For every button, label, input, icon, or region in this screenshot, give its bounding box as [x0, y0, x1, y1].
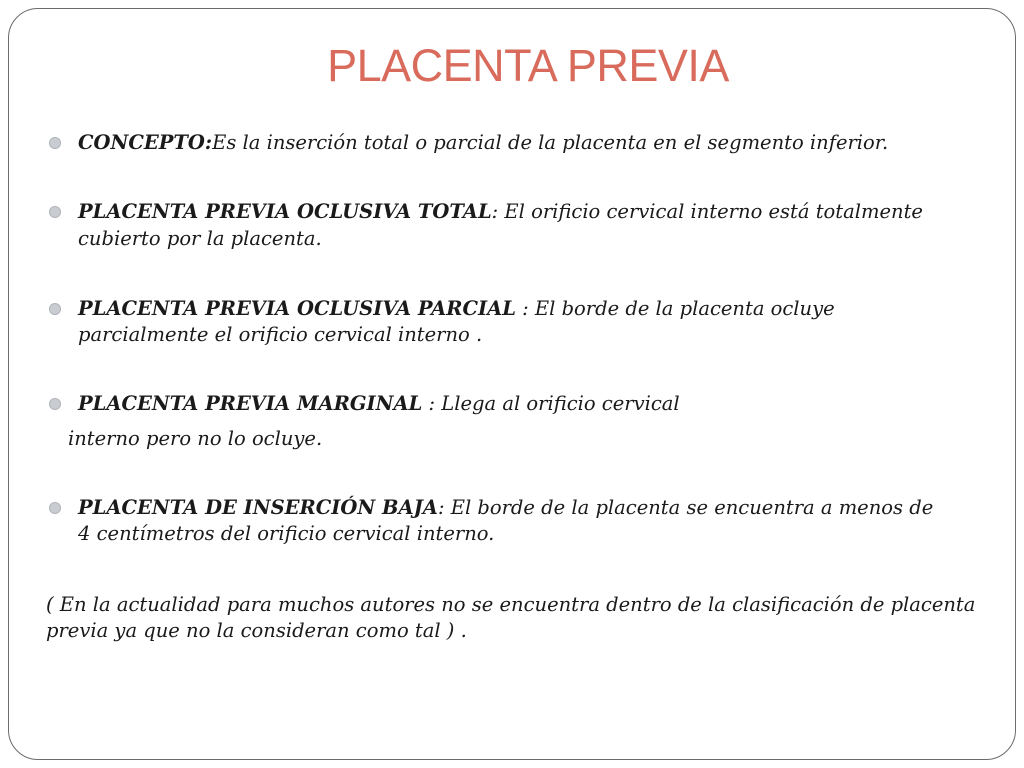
- bullet-icon: [49, 303, 61, 315]
- footnote-line-2: previa ya que no la consideran como tal ) .: [46, 619, 467, 642]
- slide-frame: [8, 8, 1016, 760]
- item-text: : El borde de la placenta ocluye: [515, 297, 835, 320]
- slide-title: PLACENTA PREVIA: [327, 40, 729, 91]
- footnote-line-1: ( En la actualidad para muchos autores no se encuentra dentro de la clasificación de placenta: [46, 593, 976, 616]
- item-text-continued: 4 centímetros del orificio cervical interno.: [78, 522, 495, 545]
- item-text-continued: parcialmente el orificio cervical interno .: [78, 323, 483, 346]
- list-item-oclusiva-parcial: [78, 296, 835, 321]
- item-text: Es la inserción total o parcial de la placenta en el segmento inferior.: [212, 131, 889, 154]
- item-text: : Llega al orificio cervical: [422, 392, 680, 415]
- item-text: : El borde de la placenta se encuentra a menos de: [437, 496, 934, 519]
- list-item-insercion-baja: [78, 495, 933, 520]
- item-text: : El orificio cervical interno está totalmente: [491, 200, 923, 223]
- bullet-icon: [49, 137, 61, 149]
- item-term: PLACENTA PREVIA OCLUSIVA TOTAL: [78, 200, 492, 223]
- bullet-icon: [49, 206, 61, 218]
- item-term: PLACENTA DE INSERCIÓN BAJA: [78, 496, 438, 519]
- bullet-icon: [49, 398, 61, 410]
- list-item-marginal: [78, 391, 680, 416]
- item-text-continued: interno pero no lo ocluye.: [68, 427, 323, 450]
- bullet-icon: [49, 502, 61, 514]
- item-term: CONCEPTO:: [78, 131, 213, 154]
- item-term: PLACENTA PREVIA OCLUSIVA PARCIAL: [78, 297, 516, 320]
- list-item-oclusiva-total: [78, 199, 923, 224]
- item-term: PLACENTA PREVIA MARGINAL: [78, 392, 423, 415]
- list-item-concepto: [78, 130, 888, 155]
- item-text-continued: cubierto por la placenta.: [78, 227, 322, 250]
